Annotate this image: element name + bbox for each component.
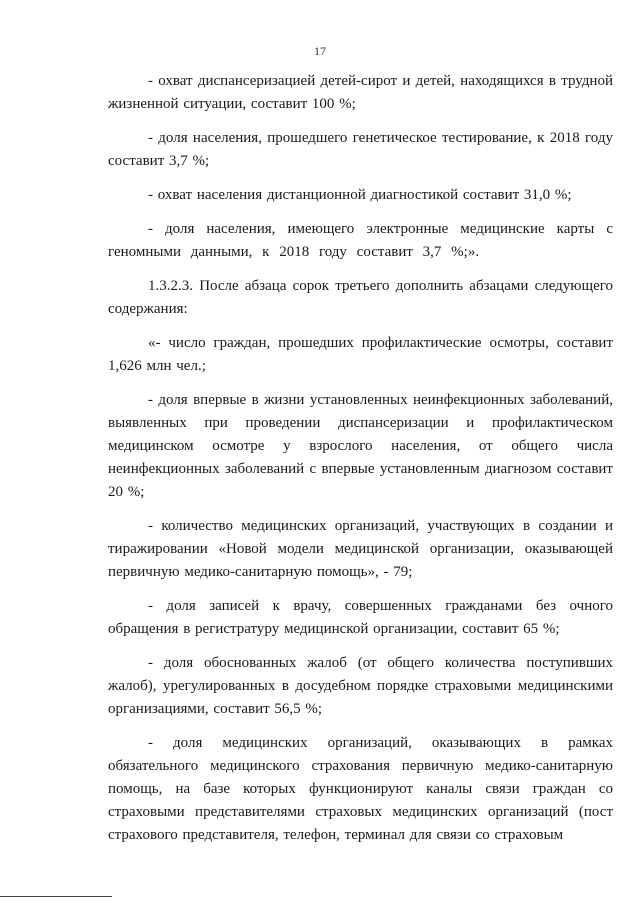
paragraph-justified-complaints: - доля обоснованных жалоб (от общего количества поступивших жалоб), урегулированных в досудебном порядке страховыми медицинскими организациями, составит 56,5 %; [108,655,613,717]
paragraph-online-appointments: - доля записей к врачу, совершенных гражданами без очного обращения в регистратуру медицинской организации, составит 65 %; [108,598,613,637]
body-text [108,70,613,858]
paragraph-orphan-coverage: - охват диспансеризацией детей-сирот и детей, находящихся в трудной жизненной ситуации, составит 100 %; [108,73,613,112]
paragraph-insurance-channels: - доля медицинских организаций, оказывающих в рамках обязательного медицинского страхования первичную медико-санитарную помощь, на базе которых функционируют каналы связи граждан со страховыми представителями страховых медицинских организаций (пост страхового представителя, телефон, терминал для связи со страховым [108,735,613,843]
paragraph-preventive-exams: «- число граждан, прошедших профилактические осмотры, составит 1,626 млн чел.; [108,335,613,374]
page-number: 17 [314,44,326,58]
paragraph-remote-diagnostics: - охват населения дистанционной диагностикой составит 31,0 %; [148,187,572,203]
paragraph-noncommunicable-diseases: - доля впервые в жизни установленных неинфекционных заболеваний, выявленных при проведении диспансеризации и профилактическом медицинском осмотре у взрослого населения, от общего числа неинфекционных заболеваний с впервые установленным диагнозом составит 20 %; [108,392,613,500]
paragraph-new-model-organizations: - количество медицинских организаций, участвующих в создании и тиражировании «Новой модели медицинской организации, оказывающей первичную медико-санитарную помощь», - 79; [108,518,613,580]
paragraph-section-heading: 1.3.2.3. После абзаца сорок третьего дополнить абзацами следующего содержания: [108,278,613,317]
paragraph-genomic-records: - доля населения, имеющего электронные медицинские карты с геномными данными, к 2018 году составит 3,7 %;». [108,221,613,260]
paragraph-genetic-testing: - доля населения, прошедшего генетическое тестирование, к 2018 году составит 3,7 %; [108,130,613,169]
footnote-rule [0,896,112,897]
